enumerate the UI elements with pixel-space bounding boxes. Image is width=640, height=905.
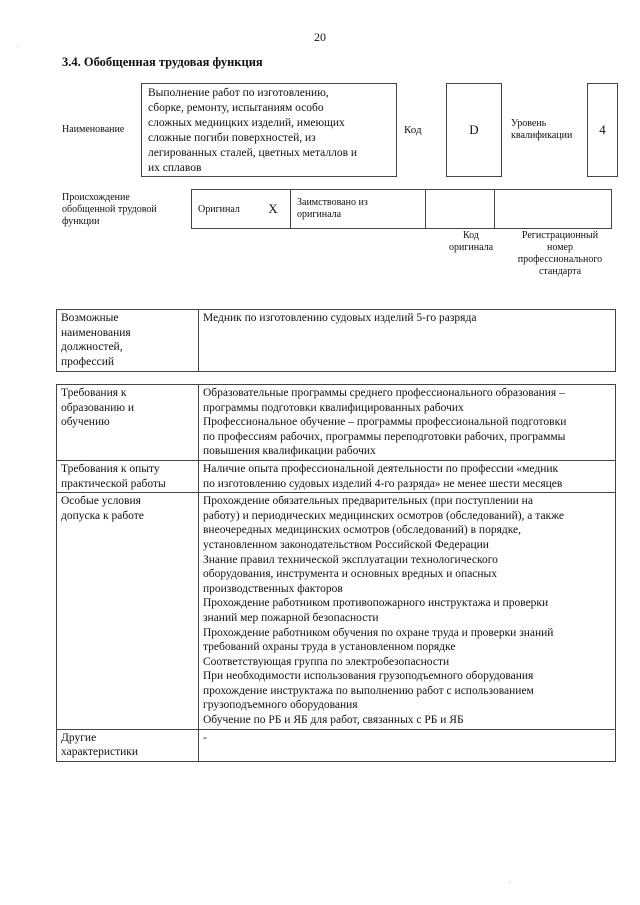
code-value: D (469, 122, 479, 137)
row-value-line: Наличие опыта профессиональной деятельности по профессии «медник (203, 462, 559, 475)
requirements-table (56, 384, 616, 762)
positions-label-line: профессий (61, 355, 115, 368)
function-name-line: легированных сталей, цветных металлов и (148, 147, 358, 159)
name-label: Наименование (62, 124, 125, 135)
caption-line: Регистрационный (521, 230, 599, 241)
scan-mark: · (16, 42, 19, 51)
section-title: 3.4. Обобщенная трудовая функция (62, 55, 263, 69)
original-mark: X (256, 190, 291, 229)
borrowed-label-line: Заимствовано из (297, 197, 368, 208)
row-label-line: образованию и (61, 401, 134, 414)
row-value-line: Обучение по РБ и ЯБ для работ, связанных с РБ и ЯБ (203, 714, 464, 727)
code-label: Код (404, 124, 422, 136)
special-conditions-label (57, 493, 199, 730)
positions-label-line: должностей, (61, 341, 123, 354)
row-value-line: - (203, 731, 207, 744)
other-characteristics-label (57, 729, 199, 761)
row-value-line: по изготовлению судовых изделий 4-го разряда» не менее шести месяцев (203, 477, 563, 490)
original-label: Оригинал (192, 190, 257, 229)
level-label-line: квалификации (511, 130, 573, 141)
function-name-line: сложных медницких изделий, имеющих (148, 117, 345, 129)
row-label-line: обучению (61, 416, 110, 429)
origin-label-line: Происхождение (62, 192, 130, 203)
row-value-line: по профессиям рабочих, программы переподготовки рабочих, программы (203, 430, 566, 443)
row-label-line: Другие (61, 731, 97, 744)
table-row (57, 493, 616, 730)
caption-line: Код (463, 230, 479, 241)
reg-number-cell (495, 190, 612, 229)
positions-label (57, 310, 199, 372)
code-original-caption (437, 230, 505, 254)
caption-line: номер (547, 242, 573, 253)
function-name-line: их сплавов (148, 162, 202, 174)
row-value-line: Соответствующая группа по электробезопасности (203, 655, 450, 668)
table-row (57, 460, 616, 492)
row-value-line: Образовательные программы среднего профессионального образования – (203, 387, 565, 399)
function-name-line: Выполнение работ по изготовлению, (148, 87, 329, 99)
original-code-cell (426, 190, 495, 229)
other-characteristics-value (199, 729, 616, 761)
row-label-line: Особые условия (61, 495, 141, 508)
row-value-line: оборудования, инструмента и основных вредных и опасных (203, 568, 498, 581)
borrowed-label (291, 190, 426, 229)
row-value-line: грузоподъемного оборудования (203, 699, 358, 712)
function-name-line: сборке, ремонту, испытаниям особо (148, 102, 324, 114)
row-value-line: работу) и периодических медицинских осмотров (обследований), а также (203, 509, 565, 522)
row-value-line: внеочередных медицинских осмотров (обследований) в порядке, (203, 524, 522, 537)
origin-label-line: обобщенной трудовой (62, 204, 157, 215)
row-value-line: Прохождение обязательных предварительных (при поступлении на (203, 495, 533, 508)
function-name-box (141, 83, 397, 177)
education-label (57, 385, 199, 461)
row-value-line: Профессиональное обучение – программы профессиональной подготовки (203, 416, 567, 429)
row-value-line: повышения квалификации рабочих (203, 445, 376, 458)
row-value-line: программы подготовки квалифицированных рабочих (203, 401, 464, 414)
education-value (199, 385, 616, 461)
experience-label (57, 460, 199, 492)
row-value-line: Прохождение работником противопожарного инструктажа и проверки (203, 597, 549, 610)
experience-value (199, 460, 616, 492)
origin-table (191, 189, 612, 229)
row-value-line: установленном законодательством Российской Федерации (203, 538, 489, 551)
level-value: 4 (599, 122, 606, 137)
positions-table (56, 309, 616, 372)
level-label (511, 118, 572, 142)
row-label-line: допуска к работе (61, 509, 144, 522)
row-label-line: Требования к (61, 387, 127, 399)
row-value-line: Знание правил технической эксплуатации технологического (203, 553, 498, 566)
row-label-line: характеристики (61, 746, 139, 759)
page-number: 20 (314, 30, 326, 44)
level-label-line: Уровень (511, 118, 547, 129)
caption-line: оригинала (448, 242, 494, 253)
table-row (57, 729, 616, 761)
scan-mark: · (508, 878, 511, 887)
positions-label-line: Возможные (61, 312, 119, 324)
function-name-line: сложные погиби поверхностей, из (148, 132, 316, 144)
code-box (446, 83, 502, 177)
positions-value: Медник по изготовлению судовых изделий 5-го разряда (199, 310, 616, 372)
row-value-line: Прохождение работником обучения по охране труда и проверки знаний (203, 626, 554, 639)
caption-line: профессионального (517, 254, 603, 265)
level-box (587, 83, 618, 177)
row-value-line: знаний мер пожарной безопасности (203, 611, 379, 624)
origin-label-line: функции (62, 216, 100, 227)
row-label-line: практической работы (61, 477, 166, 490)
table-row (57, 385, 616, 461)
row-value-line: требований охраны труда в установленном порядке (203, 641, 456, 654)
positions-label-line: наименования (61, 326, 131, 339)
caption-line: стандарта (538, 266, 582, 277)
row-value-line: При необходимости использования грузоподъемного оборудования (203, 670, 534, 683)
row-label-line: Требования к опыту (61, 462, 160, 475)
row-value-line: прохождение инструктажа по выполнению работ с использованием (203, 684, 534, 697)
special-conditions-value (199, 493, 616, 730)
borrowed-label-line: оригинала (297, 209, 342, 220)
origin-label (62, 192, 157, 228)
row-value-line: производственных факторов (203, 582, 343, 595)
reg-number-caption (506, 230, 614, 278)
